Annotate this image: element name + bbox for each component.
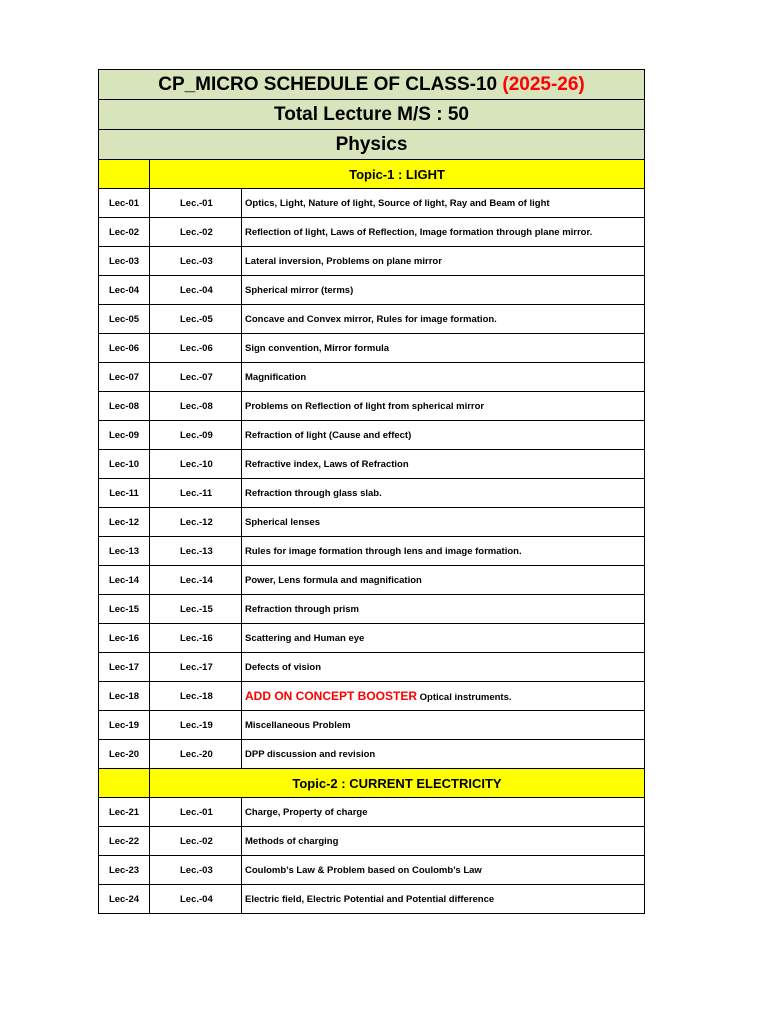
lecture-description: Refraction of light (Cause and effect) bbox=[245, 429, 412, 441]
lecture-description: Methods of charging bbox=[245, 835, 339, 847]
table-row bbox=[99, 334, 645, 363]
table-row bbox=[99, 218, 645, 247]
lecture-description-cell bbox=[242, 885, 645, 914]
lecture-code: Lec-05 bbox=[99, 305, 150, 334]
table-row bbox=[99, 305, 645, 334]
concept-booster-label: ADD ON CONCEPT BOOSTER bbox=[245, 689, 418, 703]
lecture-description-cell bbox=[242, 392, 645, 421]
lecture-number: Lec.-06 bbox=[150, 334, 242, 363]
lecture-description: Rules for image formation through lens and image formation. bbox=[245, 545, 522, 557]
topic-title: Topic-2 : CURRENT ELECTRICITY bbox=[150, 769, 645, 798]
topic-blank-cell bbox=[99, 160, 150, 189]
lecture-code: Lec-19 bbox=[99, 711, 150, 740]
lecture-description-cell bbox=[242, 450, 645, 479]
lecture-number: Lec.-05 bbox=[150, 305, 242, 334]
lecture-description-cell bbox=[242, 508, 645, 537]
lecture-number: Lec.-10 bbox=[150, 450, 242, 479]
lecture-code: Lec-20 bbox=[99, 740, 150, 769]
lecture-number: Lec.-12 bbox=[150, 508, 242, 537]
table-row bbox=[99, 276, 645, 305]
topic-row bbox=[99, 160, 645, 189]
table-row bbox=[99, 450, 645, 479]
lecture-number: Lec.-08 bbox=[150, 392, 242, 421]
lecture-code: Lec-06 bbox=[99, 334, 150, 363]
table-row bbox=[99, 624, 645, 653]
lecture-code: Lec-13 bbox=[99, 537, 150, 566]
lecture-code: Lec-12 bbox=[99, 508, 150, 537]
lecture-description: Optical instruments. bbox=[419, 692, 512, 703]
lecture-code: Lec-14 bbox=[99, 566, 150, 595]
lecture-code: Lec-21 bbox=[99, 798, 150, 827]
lecture-number: Lec.-02 bbox=[150, 827, 242, 856]
table-row bbox=[99, 885, 645, 914]
lecture-description: DPP discussion and revision bbox=[245, 748, 376, 760]
lecture-number: Lec.-03 bbox=[150, 247, 242, 276]
lecture-description: Sign convention, Mirror formula bbox=[245, 342, 390, 354]
lecture-number: Lec.-13 bbox=[150, 537, 242, 566]
lecture-description-cell bbox=[242, 682, 645, 711]
lecture-number: Lec.-18 bbox=[150, 682, 242, 711]
table-row bbox=[99, 189, 645, 218]
lecture-code: Lec-02 bbox=[99, 218, 150, 247]
lecture-number: Lec.-02 bbox=[150, 218, 242, 247]
topic-title: Topic-1 : LIGHT bbox=[150, 160, 645, 189]
table-row bbox=[99, 740, 645, 769]
lecture-number: Lec.-15 bbox=[150, 595, 242, 624]
subject-row bbox=[99, 130, 645, 160]
table-row bbox=[99, 479, 645, 508]
lecture-description: Refraction through prism bbox=[245, 603, 360, 615]
lecture-number: Lec.-01 bbox=[150, 189, 242, 218]
lecture-description: Optics, Light, Nature of light, Source of light, Ray and Beam of light bbox=[245, 197, 550, 209]
table-row bbox=[99, 363, 645, 392]
subject-title: Physics bbox=[99, 130, 645, 160]
lecture-description-cell bbox=[242, 276, 645, 305]
table-row bbox=[99, 595, 645, 624]
lecture-number: Lec.-19 bbox=[150, 711, 242, 740]
lecture-description-cell bbox=[242, 363, 645, 392]
lecture-description: Power, Lens formula and magnification bbox=[245, 574, 422, 586]
lecture-number: Lec.-20 bbox=[150, 740, 242, 769]
table-row bbox=[99, 508, 645, 537]
table-row bbox=[99, 566, 645, 595]
table-row bbox=[99, 682, 645, 711]
lecture-description-cell bbox=[242, 711, 645, 740]
title-row bbox=[99, 70, 645, 100]
lecture-code: Lec-11 bbox=[99, 479, 150, 508]
lecture-description: Defects of vision bbox=[245, 661, 322, 673]
lecture-code: Lec-09 bbox=[99, 421, 150, 450]
lecture-code: Lec-01 bbox=[99, 189, 150, 218]
lecture-description: Miscellaneous Problem bbox=[245, 719, 351, 731]
lecture-description: Scattering and Human eye bbox=[245, 632, 365, 644]
lecture-code: Lec-10 bbox=[99, 450, 150, 479]
lecture-description-cell bbox=[242, 566, 645, 595]
lecture-code: Lec-23 bbox=[99, 856, 150, 885]
table-row bbox=[99, 392, 645, 421]
lecture-code: Lec-17 bbox=[99, 653, 150, 682]
lecture-number: Lec.-14 bbox=[150, 566, 242, 595]
lecture-number: Lec.-04 bbox=[150, 276, 242, 305]
lecture-number: Lec.-01 bbox=[150, 798, 242, 827]
lecture-description: Refractive index, Laws of Refraction bbox=[245, 458, 409, 470]
lecture-description: Spherical lenses bbox=[245, 516, 320, 528]
lecture-description: Refraction through glass slab. bbox=[245, 487, 382, 499]
table-row bbox=[99, 798, 645, 827]
lecture-description-cell bbox=[242, 595, 645, 624]
lecture-number: Lec.-03 bbox=[150, 856, 242, 885]
total-lecture: Total Lecture M/S : 50 bbox=[99, 100, 645, 130]
lecture-description-cell bbox=[242, 305, 645, 334]
lecture-description-cell bbox=[242, 653, 645, 682]
schedule-table bbox=[98, 69, 645, 914]
lecture-description-cell bbox=[242, 421, 645, 450]
lecture-code: Lec-03 bbox=[99, 247, 150, 276]
page-title bbox=[99, 70, 645, 100]
lecture-description: Spherical mirror (terms) bbox=[245, 284, 354, 296]
table-row bbox=[99, 421, 645, 450]
lecture-description-cell bbox=[242, 856, 645, 885]
lecture-number: Lec.-16 bbox=[150, 624, 242, 653]
lecture-description: Charge, Property of charge bbox=[245, 806, 368, 818]
lecture-code: Lec-18 bbox=[99, 682, 150, 711]
lecture-code: Lec-24 bbox=[99, 885, 150, 914]
table-row bbox=[99, 856, 645, 885]
lecture-code: Lec-07 bbox=[99, 363, 150, 392]
topic-row bbox=[99, 769, 645, 798]
lecture-code: Lec-08 bbox=[99, 392, 150, 421]
lecture-description-cell bbox=[242, 827, 645, 856]
lecture-description-cell bbox=[242, 537, 645, 566]
lecture-description: Lateral inversion, Problems on plane mirror bbox=[245, 255, 442, 267]
lecture-description-cell bbox=[242, 479, 645, 508]
lecture-description-cell bbox=[242, 189, 645, 218]
lecture-number: Lec.-07 bbox=[150, 363, 242, 392]
lecture-description: Problems on Reflection of light from spherical mirror bbox=[245, 400, 485, 412]
lecture-code: Lec-15 bbox=[99, 595, 150, 624]
lecture-number: Lec.-09 bbox=[150, 421, 242, 450]
lecture-description: Coulomb’s Law & Problem based on Coulomb’s Law bbox=[245, 864, 482, 876]
lecture-description: Reflection of light, Laws of Reflection, Image formation through plane mirror. bbox=[245, 226, 593, 238]
lecture-description: Concave and Convex mirror, Rules for image formation. bbox=[245, 313, 497, 325]
lecture-code: Lec-04 bbox=[99, 276, 150, 305]
lecture-number: Lec.-04 bbox=[150, 885, 242, 914]
table-row bbox=[99, 537, 645, 566]
title-year: (2025-26) bbox=[502, 73, 585, 95]
lecture-number: Lec.-11 bbox=[150, 479, 242, 508]
lecture-description-cell bbox=[242, 740, 645, 769]
lecture-code: Lec-22 bbox=[99, 827, 150, 856]
schedule-body bbox=[99, 70, 645, 914]
lecture-description-cell bbox=[242, 334, 645, 363]
lecture-description: Electric field, Electric Potential and Potential difference bbox=[245, 893, 495, 905]
lecture-description-cell bbox=[242, 798, 645, 827]
table-row bbox=[99, 653, 645, 682]
title-main: CP_MICRO SCHEDULE OF CLASS-10 bbox=[158, 73, 498, 95]
table-row bbox=[99, 247, 645, 276]
lecture-number: Lec.-17 bbox=[150, 653, 242, 682]
lecture-description-cell bbox=[242, 247, 645, 276]
topic-blank-cell bbox=[99, 769, 150, 798]
table-row bbox=[99, 827, 645, 856]
lecture-description-cell bbox=[242, 218, 645, 247]
lecture-description-cell bbox=[242, 624, 645, 653]
table-row bbox=[99, 711, 645, 740]
total-lecture-row bbox=[99, 100, 645, 130]
lecture-code: Lec-16 bbox=[99, 624, 150, 653]
lecture-description: Magnification bbox=[245, 371, 307, 383]
